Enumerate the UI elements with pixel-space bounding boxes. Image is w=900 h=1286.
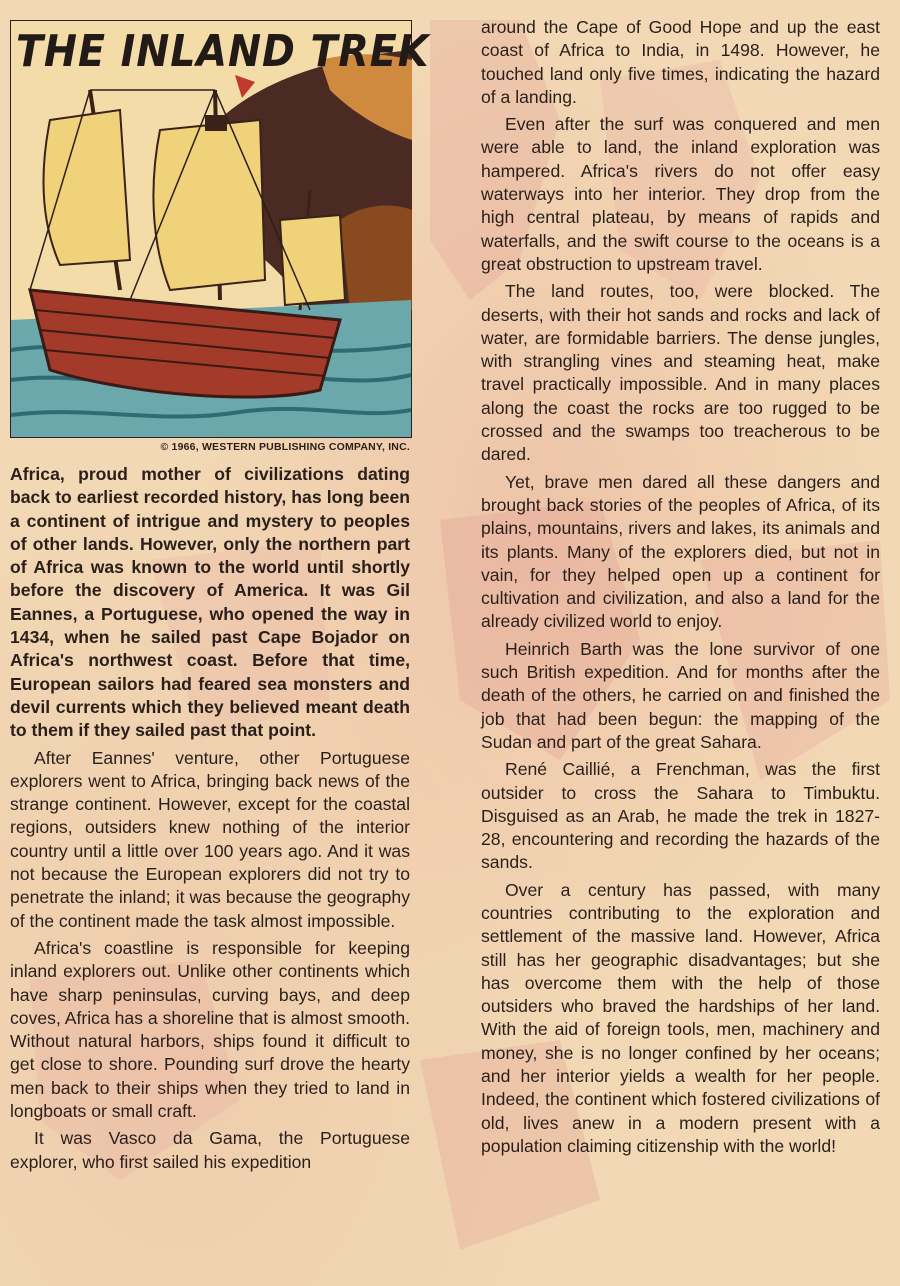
left-column [10, 463, 410, 1174]
paragraph: Heinrich Barth was the lone survivor of one such British expedition. And for months after the death of the others, he carried on and finished the job that had been begun: the mapping of the Sudan and part of the great Sahara. [481, 638, 880, 752]
paragraph: Even after the surf was conquered and men were able to land, the inland exploration was hampered. Africa's rivers do not offer easy waterways into her interior. They drop from the high central plateau, by means of rapids and waterfalls, and the swift course to the oceans is a great obstruction to upstream travel. [481, 114, 880, 274]
copyright-credit: © 1966, WESTERN PUBLISHING COMPANY, INC. [160, 441, 410, 453]
paragraph: around the Cape of Good Hope and up the east coast of Africa to India, in 1498. However, he touched land only five times, indicating the hazard of a landing. [481, 17, 880, 107]
caravel-ship-illustration [10, 20, 412, 438]
paragraph: René Caillié, a Frenchman, was the first outsider to cross the Sahara to Timbuktu. Disguised as an Arab, he made the trek in 1827-28, encountering and recording the hazards of the sands. [481, 759, 880, 873]
paragraph: The land routes, too, were blocked. The deserts, with their hot sands and rocks and lack of water, are formidable barriers. The dense jungles, with strangling vines and steaming heat, make travel practically impossible. And in many places along the coast the rocks are too rugged to be crossed and the swamps too treacherous to be dared. [481, 281, 880, 465]
paragraph: Yet, brave men dared all these dangers and brought back stories of the peoples of Africa, of its plains, mountains, rivers and lakes, its animals and its plants. Many of the explorers died, but not in vain, for they helped open up a continent for cultivation and civilization, and also a land for the already civilized world to enjoy. [481, 471, 880, 632]
paragraph: Africa, proud mother of civilizations dating back to earliest recorded history, has long been a continent of intrigue and mystery to peoples of other lands. However, only the northern part of Africa was known to the world until shortly before the discovery of America. It was Gil Eannes, a Portuguese, who opened the way in 1434, when he sailed past Cape Bojador on Africa's northwest coast. Before that time, European sailors had feared sea monsters and devil currents which they believed meant death to them if they sailed past that point. [10, 464, 410, 741]
paragraph: Africa's coastline is responsible for keeping inland explorers out. Unlike other continents which have sharp peninsulas, curving bays, and deep coves, Africa has a shoreline that is almost smooth. Without natural harbors, ships found it difficult to get close to shore. Pounding surf drove the hearty men back to their ships when they tried to land in longboats or small craft. [10, 937, 410, 1122]
right-column [481, 16, 880, 1158]
article-title: THE INLAND TREK [16, 26, 430, 77]
paragraph: It was Vasco da Gama, the Portuguese explorer, who first sailed his expedition [10, 1128, 410, 1172]
paragraph: After Eannes' venture, other Portuguese explorers went to Africa, bringing back news of the strange continent. However, except for the coastal regions, outsiders knew nothing of the interior country until a little over 100 years ago. And it was not because the European explorers did not try to penetrate the inland; it was because the geography of the continent made the task almost impossible. [10, 747, 410, 931]
paragraph: Over a century has passed, with many countries contributing to the exploration and settlement of the massive land. However, Africa still has her geographic disadvantages; but she has overcome them with the help of those outsiders who braved the hardships of her land. With the aid of foreign tools, men, machinery and money, she is no longer confined by her oceans; and her interior yields a wealth for her people. Indeed, the continent which fostered civilizations of old, lives anew in a modern present with a population claiming citizenship with the world! [481, 879, 880, 1156]
